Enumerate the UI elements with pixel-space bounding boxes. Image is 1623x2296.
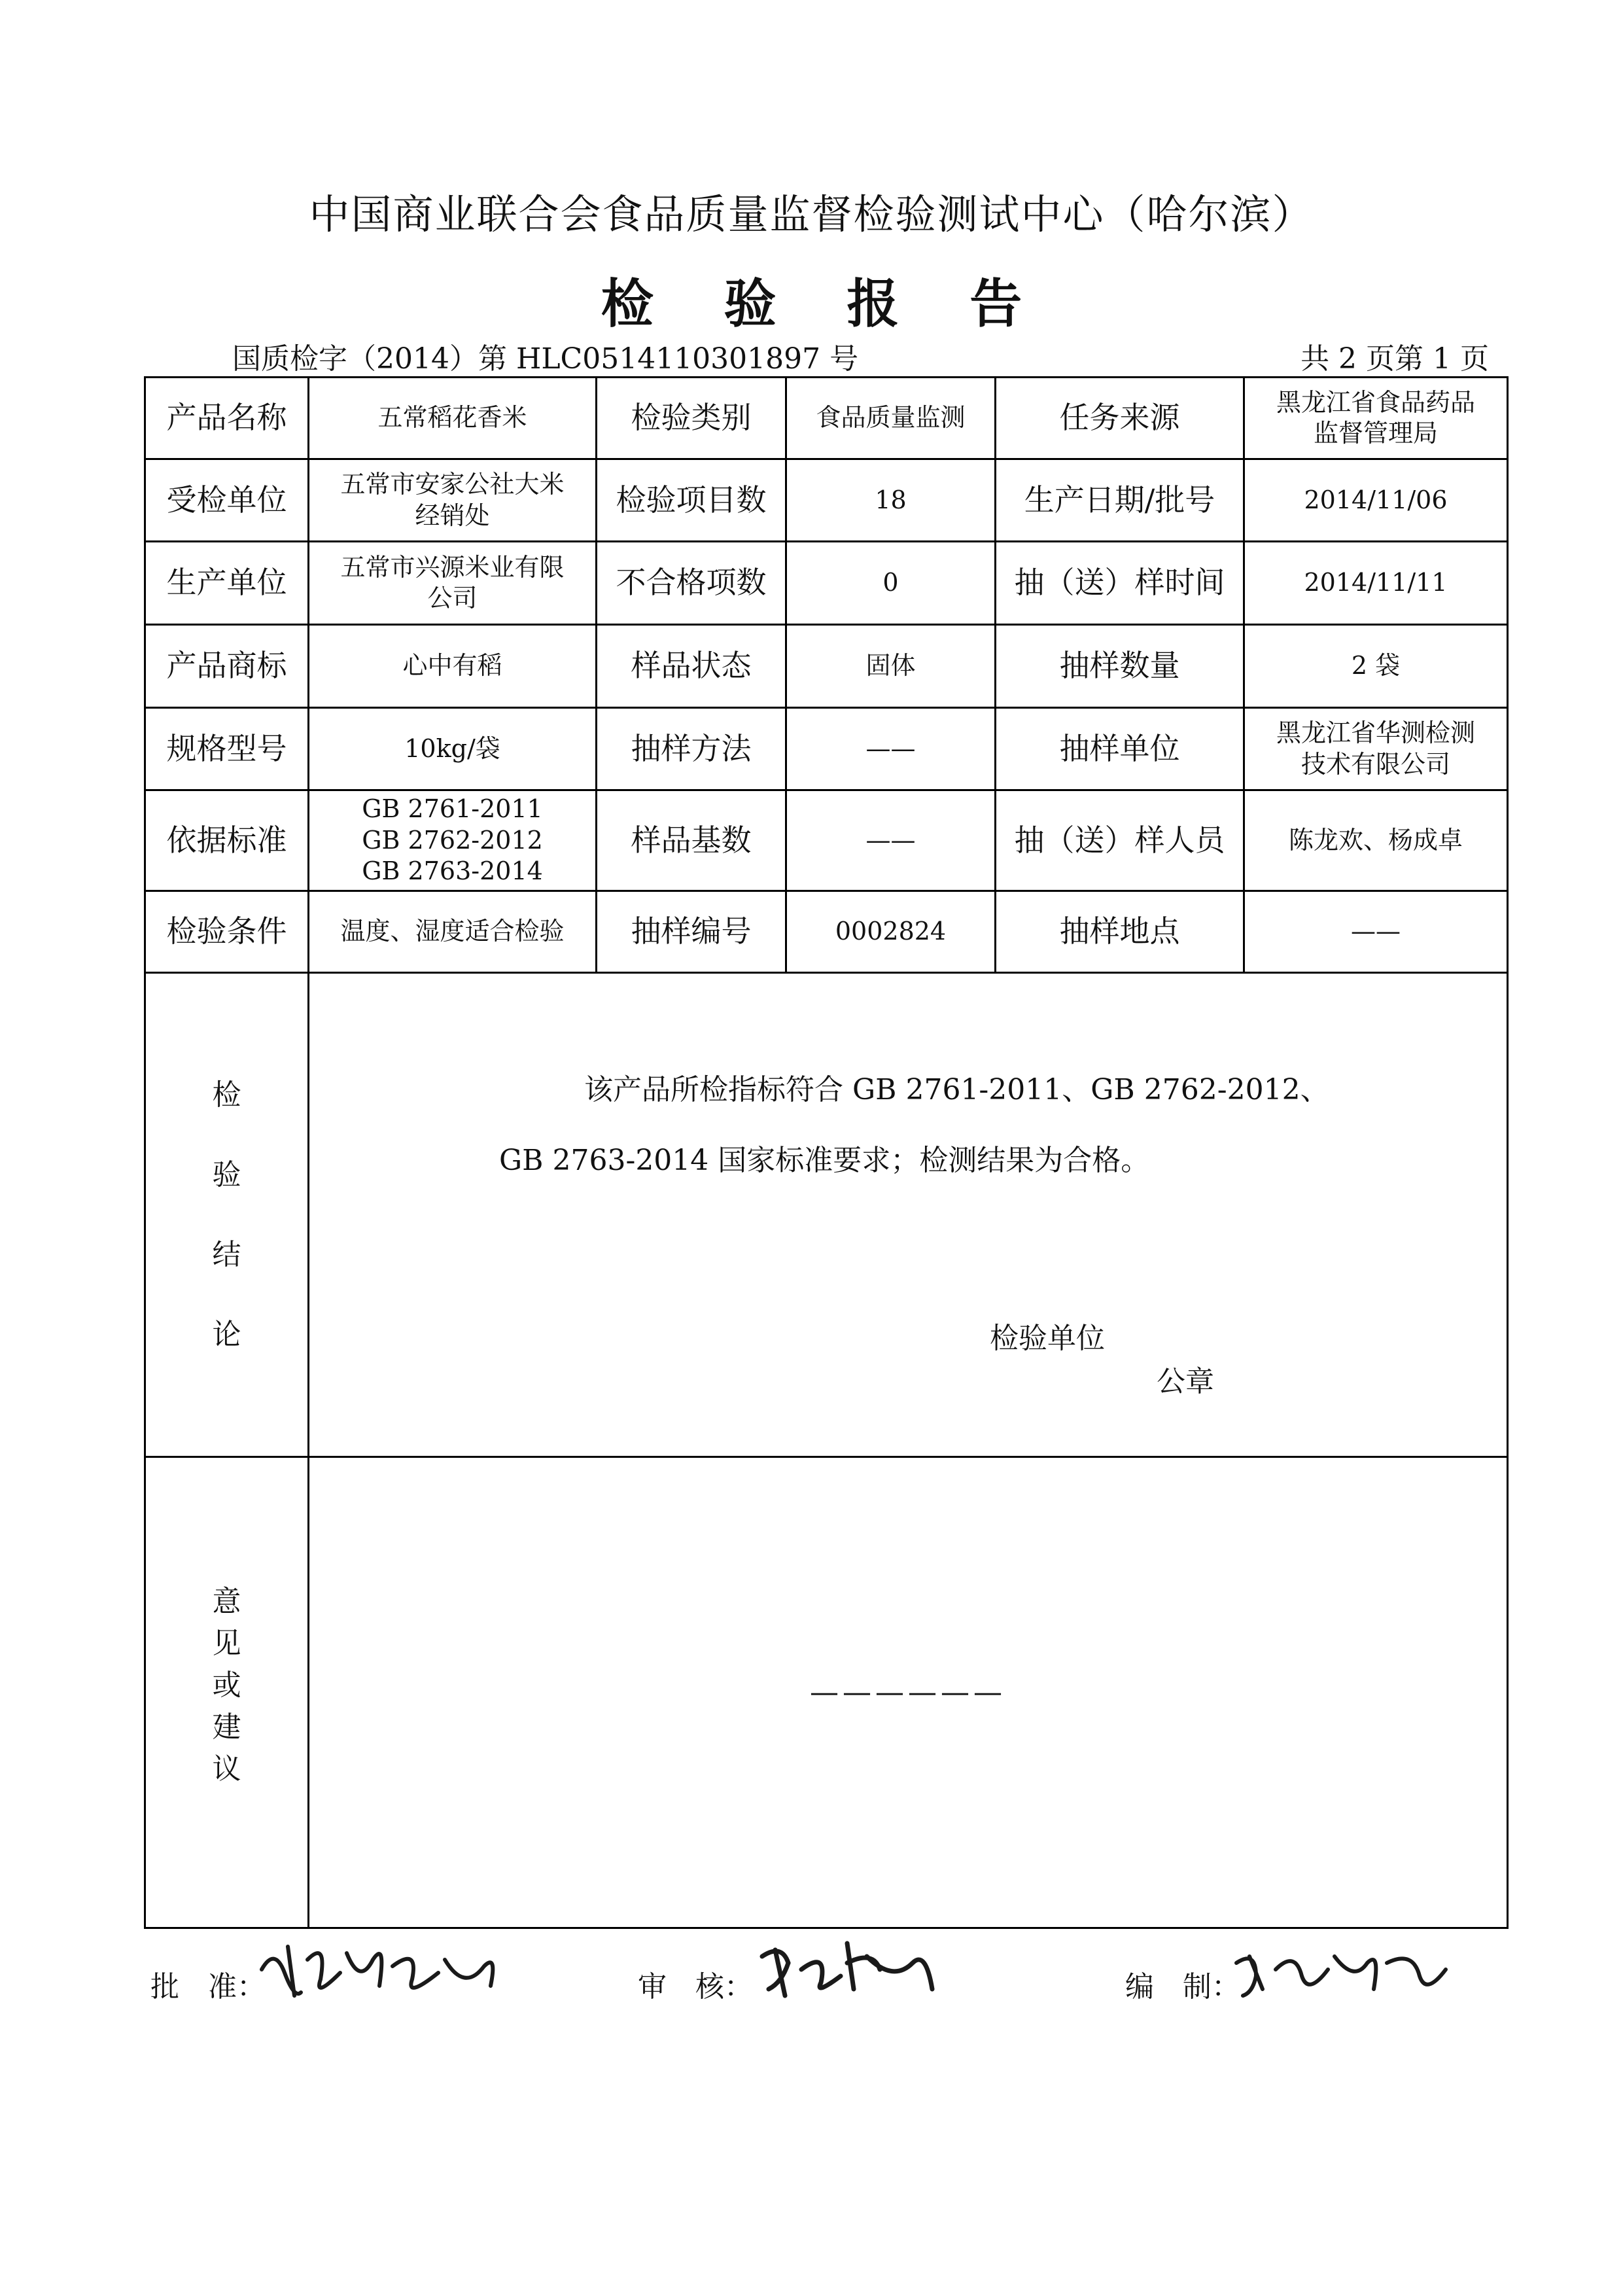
compile-signature (1230, 1937, 1452, 2002)
vertical-char: 验 (212, 1157, 241, 1192)
field-value-v3: 陈龙欢、杨成卓 (1244, 790, 1508, 891)
field-line: GB 2763-2014 (362, 857, 543, 885)
conclusion-line-2: GB 2763-2014 国家标准要求；检测结果为合格。 (499, 1143, 1150, 1177)
field-value-v2: 固体 (786, 625, 996, 708)
inspection-table (144, 376, 1509, 1929)
table-row (145, 790, 1508, 891)
field-value-v1: 温度、湿度适合检验 (309, 891, 597, 972)
vertical-char: 见 (212, 1627, 241, 1660)
conclusion-cell (309, 972, 1508, 1457)
field-label-l3: 任务来源 (996, 378, 1244, 459)
field-value-v1: 10kg/袋 (309, 708, 597, 790)
vertical-char: 议 (212, 1752, 241, 1786)
field-label-l1: 规格型号 (145, 708, 309, 790)
field-value-v2: 食品质量监测 (786, 378, 996, 459)
field-line: 监督管理局 (1313, 419, 1438, 448)
field-label-l1: 依据标准 (145, 790, 309, 891)
report-title: 检 验 报 告 (601, 274, 1022, 334)
vertical-char: 或 (212, 1669, 241, 1702)
field-label-l1: 检验条件 (145, 891, 309, 972)
field-label-l3: 抽样地点 (996, 891, 1244, 972)
inspection-unit-label: 检验单位 (990, 1321, 1105, 1355)
field-value-v1: 心中有稻 (309, 625, 597, 708)
field-line: 黑龙江省华测检测 (1276, 718, 1475, 747)
field-value-v1 (309, 790, 597, 891)
approve-signature (249, 1934, 510, 2005)
report-number: 国质检字（2014）第 HLC0514110301897 号 (232, 342, 859, 376)
vertical-char: 建 (212, 1710, 241, 1744)
table-row (145, 459, 1508, 542)
field-label-l2: 抽样编号 (597, 891, 786, 972)
field-value-v2: 18 (786, 459, 996, 542)
field-line: 黑龙江省食品药品 (1276, 387, 1475, 417)
field-label-l2: 不合格项数 (597, 542, 786, 625)
compile-label: 编 制： (1125, 1970, 1240, 2004)
table-row (145, 891, 1508, 972)
field-label-l1: 产品商标 (145, 625, 309, 708)
field-value-v2: 0 (786, 542, 996, 625)
field-label-l3: 抽（送）样时间 (996, 542, 1244, 625)
field-line: 五常市安家公社大米 (340, 470, 565, 499)
field-label-l1: 受检单位 (145, 459, 309, 542)
field-line: GB 2761-2011 (362, 794, 543, 823)
field-value-v3 (1244, 708, 1508, 790)
field-label-l3: 生产日期/批号 (996, 459, 1244, 542)
table-row (145, 708, 1508, 790)
field-value-v1 (309, 542, 597, 625)
field-label-l1: 生产单位 (145, 542, 309, 625)
field-value-v3 (1244, 378, 1508, 459)
field-label-l3: 抽样单位 (996, 708, 1244, 790)
approve-label: 批 准： (150, 1970, 266, 2004)
table-row (145, 625, 1508, 708)
field-value-v2: —— (786, 708, 996, 790)
field-line: GB 2762-2012 (362, 825, 543, 855)
field-value-v3: 2 袋 (1244, 625, 1508, 708)
field-label-l2: 样品状态 (597, 625, 786, 708)
field-value-v3: 2014/11/06 (1244, 459, 1508, 542)
field-label-l3: 抽（送）样人员 (996, 790, 1244, 891)
field-line: 技术有限公司 (1300, 749, 1450, 779)
field-line: 五常市兴源米业有限 (340, 552, 565, 582)
field-label-l2: 检验项目数 (597, 459, 786, 542)
page-info: 共 2 页第 1 页 (1300, 342, 1489, 376)
conclusion-line-1: 该产品所检指标符合 GB 2761-2011、GB 2762-2012、 (584, 1072, 1329, 1106)
field-line: 公司 (427, 584, 478, 612)
field-value-v1 (309, 459, 597, 542)
vertical-char: 结 (212, 1237, 241, 1271)
field-label-l3: 抽样数量 (996, 625, 1244, 708)
field-value-v2: —— (786, 790, 996, 891)
conclusion-label (145, 972, 309, 1457)
field-value-v2: 0002824 (786, 891, 996, 972)
field-label-l2: 样品基数 (597, 790, 786, 891)
opinion-cell (309, 1457, 1508, 1928)
seal-label: 公章 (1157, 1364, 1214, 1398)
field-label-l1: 产品名称 (145, 378, 309, 459)
review-signature (749, 1930, 945, 2002)
field-label-l2: 抽样方法 (597, 708, 786, 790)
opinion-label (145, 1457, 309, 1928)
review-label: 审 核： (638, 1970, 753, 2004)
field-line: 经销处 (415, 501, 490, 530)
opinion-content: —————— (810, 1675, 1006, 1709)
field-value-v1: 五常稻花香米 (309, 378, 597, 459)
vertical-char: 检 (212, 1078, 241, 1112)
table-row (145, 378, 1508, 459)
field-value-v3: —— (1244, 891, 1508, 972)
field-label-l2: 检验类别 (597, 378, 786, 459)
vertical-char: 论 (212, 1317, 241, 1351)
org-title: 中国商业联合会食品质量监督检验测试中心（哈尔滨） (309, 190, 1314, 238)
table-row (145, 542, 1508, 625)
field-value-v3: 2014/11/11 (1244, 542, 1508, 625)
vertical-char: 意 (212, 1585, 241, 1618)
